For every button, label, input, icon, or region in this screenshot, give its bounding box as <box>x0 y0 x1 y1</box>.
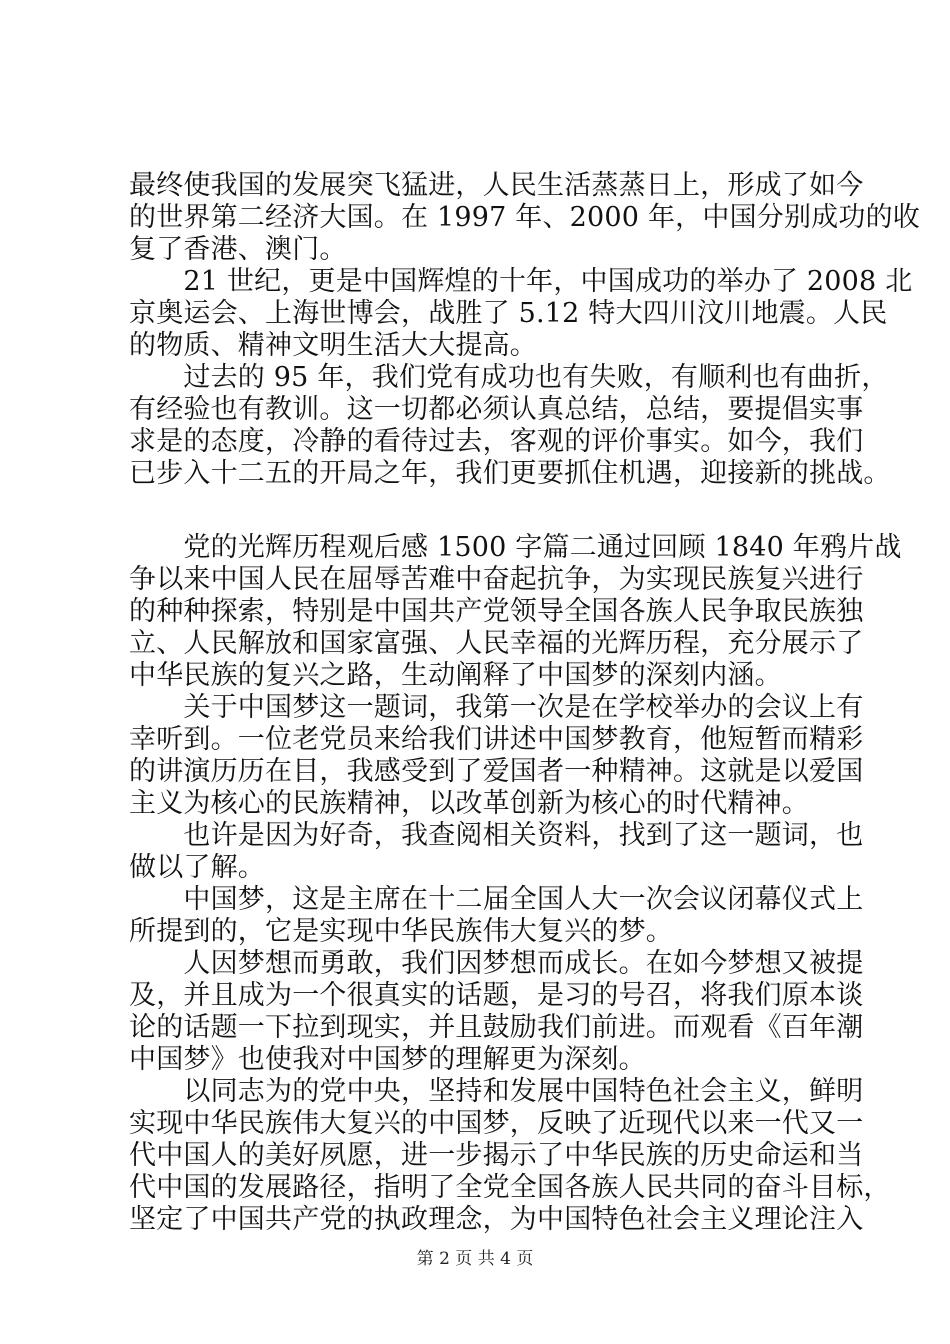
text-line: 21 世纪，更是中国辉煌的十年，中国成功的举办了 2008 北 <box>129 266 913 297</box>
text-line: 最终使我国的发展突飞猛进，人民生活蒸蒸日上，形成了如今 <box>129 170 864 201</box>
text-line: 的物质、精神文明生活大大提高。 <box>129 330 537 361</box>
text-line: 中国梦，这是主席在十二届全国人大一次会议闭幕仪式上 <box>129 884 864 915</box>
paragraph-gap <box>129 490 841 532</box>
text-line: 已步入十二五的开局之年，我们更要抓住机遇，迎接新的挑战。 <box>129 458 891 489</box>
text-line: 关于中国梦这一题词，我第一次是在学校举办的会议上有 <box>129 692 864 723</box>
paragraph <box>129 362 891 490</box>
text-line: 以同志为的党中央，坚持和发展中国特色社会主义，鲜明 <box>129 1076 864 1107</box>
text-line: 主义为核心的民族精神，以改革创新为核心的时代精神。 <box>129 788 809 819</box>
text-line: 复了香港、澳门。 <box>129 234 347 265</box>
page-number-footer: 第 2 页 共 4 页 <box>416 1249 534 1269</box>
text-line: 幸听到。一位老党员来给我们讲述中国梦教育，他短暂而精彩 <box>129 724 864 755</box>
text-line: 党的光辉历程观后感 1500 字篇二通过回顾 1840 年鸦片战 <box>129 532 902 563</box>
paragraph <box>129 170 920 266</box>
paragraph <box>129 1076 891 1236</box>
text-line: 的世界第二经济大国。在 1997 年、2000 年，中国分别成功的收 <box>129 202 920 233</box>
paragraph <box>129 266 913 362</box>
paragraph <box>129 948 864 1076</box>
text-line: 人因梦想而勇敢，我们因梦想而成长。在如今梦想又被提 <box>129 948 864 979</box>
text-line: 代中国的发展路径，指明了全党全国各族人民共同的奋斗目标， <box>129 1172 891 1203</box>
text-line: 求是的态度，冷静的看待过去，客观的评价事实。如今，我们 <box>129 426 864 457</box>
text-line: 的讲演历历在目，我感受到了爱国者一种精神。这就是以爱国 <box>129 756 864 787</box>
text-line: 过去的 95 年，我们党有成功也有失败，有顺利也有曲折， <box>129 362 889 393</box>
paragraph <box>129 820 864 884</box>
text-line: 代中国人的美好夙愿，进一步揭示了中华民族的历史命运和当 <box>129 1140 864 1171</box>
document-body <box>129 170 920 1236</box>
text-line: 论的话题一下拉到现实，并且鼓励我们前进。而观看《百年潮 <box>129 1012 864 1043</box>
paragraph <box>129 884 864 948</box>
text-line: 中国梦》也使我对中国梦的理解更为深刻。 <box>129 1044 646 1075</box>
text-line: 立、人民解放和国家富强、人民幸福的光辉历程，充分展示了 <box>129 628 864 659</box>
text-line: 中华民族的复兴之路，生动阐释了中国梦的深刻内涵。 <box>129 660 782 691</box>
text-line: 做以了解。 <box>129 852 265 883</box>
text-line: 也许是因为好奇，我查阅相关资料，找到了这一题词，也 <box>129 820 864 851</box>
text-line: 京奥运会、上海世博会，战胜了 5.12 特大四川汶川地震。人民 <box>129 298 888 329</box>
text-line: 争以来中国人民在屈辱苦难中奋起抗争，为实现民族复兴进行 <box>129 564 864 595</box>
text-line: 所提到的，它是实现中华民族伟大复兴的梦。 <box>129 916 673 947</box>
paragraph <box>129 532 902 692</box>
text-line: 及，并且成为一个很真实的话题，是习的号召，将我们原本谈 <box>129 980 864 1011</box>
text-line: 有经验也有教训。这一切都必须认真总结，总结，要提倡实事 <box>129 394 864 425</box>
text-line: 实现中华民族伟大复兴的中国梦，反映了近现代以来一代又一 <box>129 1108 864 1139</box>
paragraph <box>129 692 864 820</box>
text-line: 坚定了中国共产党的执政理念，为中国特色社会主义理论注入 <box>129 1204 864 1235</box>
text-line: 的种种探索，特别是中国共产党领导全国各族人民争取民族独 <box>129 596 864 627</box>
